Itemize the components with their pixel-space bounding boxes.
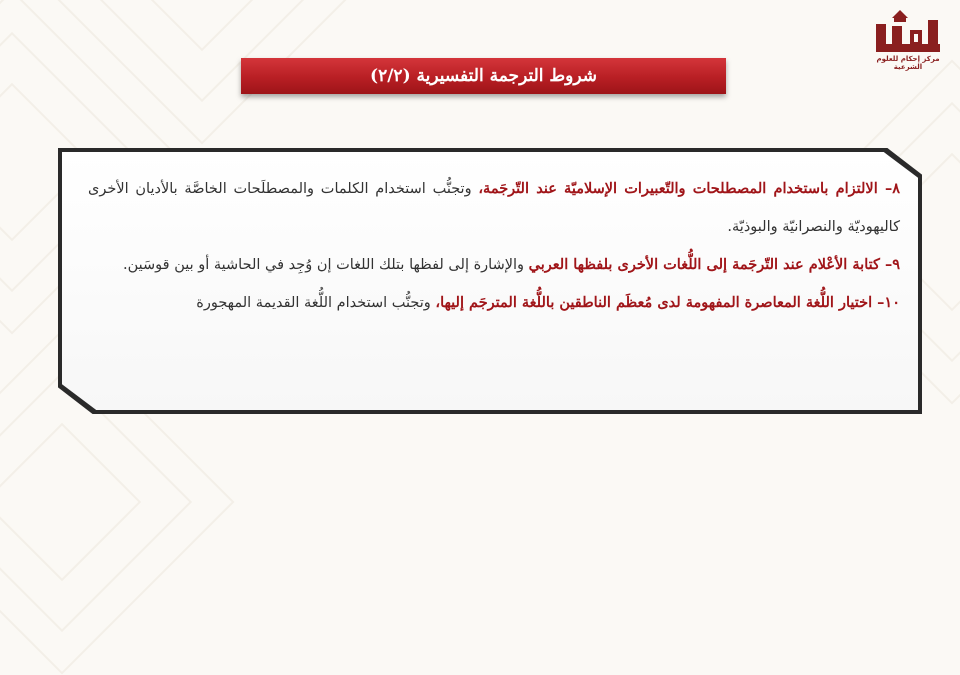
- brand-logo: [870, 6, 946, 71]
- logo-subtitle: مركز إحكام للعلوم الشرعية: [876, 55, 940, 71]
- item-text: وتجنُّب استخدام اللُّغة القديمة المهجورة: [196, 295, 436, 311]
- item-number: ٩–: [884, 256, 900, 273]
- slide-title: شروط الترجمة التفسيرية (٢/٢): [370, 66, 597, 86]
- title-banner: [241, 58, 726, 94]
- list-item: [88, 170, 900, 246]
- list-item: [88, 284, 900, 322]
- content-list: [88, 170, 900, 322]
- list-item: [88, 246, 900, 284]
- item-number: ٨–: [884, 180, 900, 197]
- logo-mark-icon: [870, 6, 946, 56]
- item-highlight: كتابة الأعْلام عند التّرجَمة إلى اللُّغات الأخرى بلفظها العربي: [528, 256, 885, 273]
- item-highlight: اختيار اللُّغة المعاصرة المفهومة لدى مُعظَم الناطقين باللُّغة المترجَم إليها،: [435, 294, 878, 311]
- item-text: والإشارة إلى لفظها بتلك اللغات إن وُجِد في الحاشية أو بين قوسَين.: [122, 257, 529, 273]
- item-number: ١٠–: [877, 294, 900, 311]
- item-highlight: الالتزام باستخدام المصطلحات والتّعبيرات الإسلاميّة عند التّرجَمة،: [478, 180, 885, 197]
- item-text: وتجنُّب استخدام الكلمات والمصطلَحات الخاصَّة بالأديان الأخرى كاليهوديّة والنصرانيّة والبوذيّة.: [88, 181, 900, 235]
